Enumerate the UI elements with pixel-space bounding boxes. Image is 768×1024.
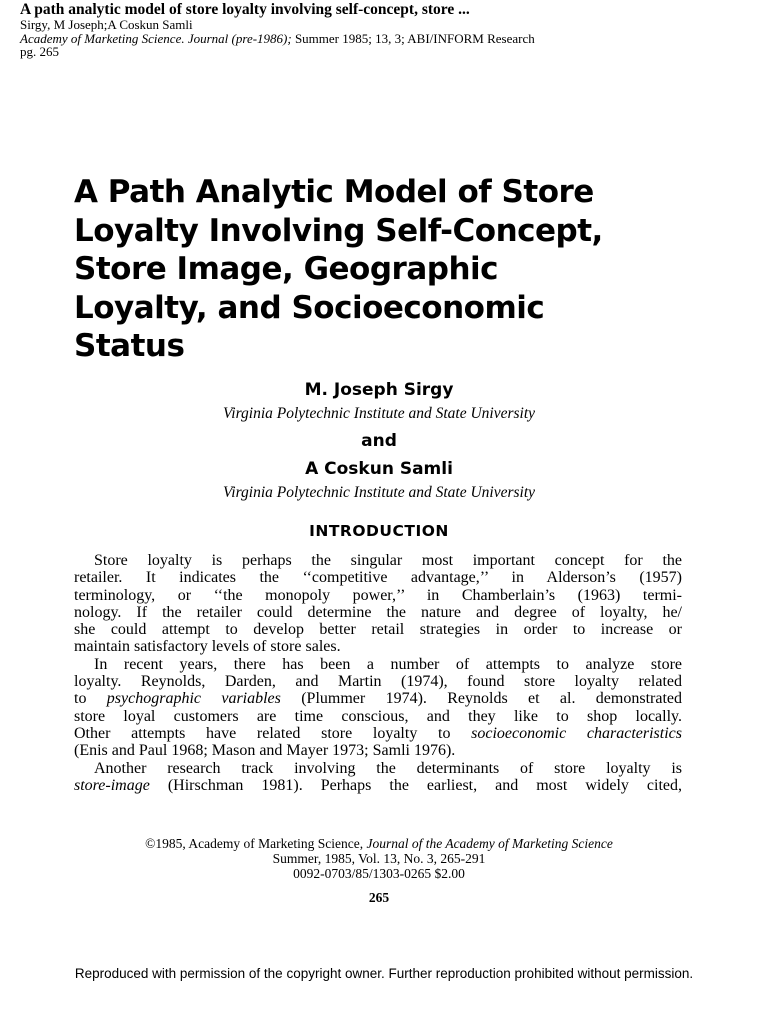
body-emphasis: store-image bbox=[74, 776, 150, 794]
body-line: terminology, or ‘‘the monopoly power,’’ in Chamberlain’s (1963) termi- bbox=[74, 586, 682, 604]
body-line: loyalty. Reynolds, Darden, and Martin (1974), found store loyalty related bbox=[74, 673, 682, 691]
body-emphasis: psychographic variables bbox=[106, 690, 281, 708]
copyright-prefix: ©1985, Academy of Marketing Science, bbox=[145, 836, 367, 851]
citation-authors: Sirgy, M Joseph;A Coskun Samli bbox=[20, 17, 193, 32]
body-text: (Hirschman 1981). Perhaps the earliest, and most widely cited, bbox=[149, 776, 682, 794]
citation-page: pg. 265 bbox=[20, 44, 59, 59]
article-body bbox=[74, 552, 682, 794]
affiliation-2: Virginia Polytechnic Institute and State University bbox=[222, 484, 536, 501]
body-line: maintain satisfactory levels of store sales. bbox=[74, 638, 341, 656]
page-number: 265 bbox=[368, 890, 390, 905]
body-text: (Plummer 1974). Reynolds et al. demonstrated bbox=[280, 690, 682, 708]
citation-title[interactable]: A path analytic model of store loyalty involving self-concept, store ... bbox=[20, 1, 470, 18]
citation-journal bbox=[20, 32, 750, 46]
author-2: A Coskun Samli bbox=[305, 459, 453, 479]
copyright-line bbox=[74, 836, 684, 852]
body-line bbox=[74, 725, 682, 742]
body-line: In recent years, there has been a number of attempts to analyze store bbox=[94, 655, 682, 673]
article-title-line: Loyalty Involving Self-Concept, bbox=[74, 212, 603, 249]
article-title-line: Store Image, Geographic bbox=[74, 251, 499, 287]
copyright-journal: Journal of the Academy of Marketing Science bbox=[366, 836, 613, 851]
body-line: (Enis and Paul 1968; Mason and Mayer 1973; Samli 1976). bbox=[74, 742, 456, 760]
section-heading: INTRODUCTION bbox=[309, 522, 449, 540]
author-conjunction: and bbox=[361, 431, 397, 451]
citation-header bbox=[20, 0, 750, 59]
article-title-line: Status bbox=[74, 328, 185, 364]
citation-journal-details: Summer 1985; 13, 3; ABI/INFORM Research bbox=[291, 30, 535, 46]
citation-journal-name: Academy of Marketing Science. Journal (pre-1986); bbox=[20, 30, 292, 46]
body-line: she could attempt to develop better retail strategies in order to increase or bbox=[74, 621, 682, 639]
body-line: retailer. It indicates the ‘‘competitive advantage,’’ in Alderson’s (1957) bbox=[74, 569, 682, 587]
body-line: Store loyalty is perhaps the singular most important concept for the bbox=[94, 552, 682, 569]
article-title-line: A Path Analytic Model of Store bbox=[74, 174, 594, 210]
issue-line: Summer, 1985, Vol. 13, No. 3, 265-291 bbox=[272, 851, 486, 866]
body-text: to bbox=[74, 690, 107, 708]
body-line: nology. If the retailer could determine the nature and degree of loyalty, he/ bbox=[74, 603, 682, 621]
code-line: 0092-0703/85/1303-0265 $2.00 bbox=[293, 866, 465, 881]
body-line bbox=[74, 690, 682, 707]
reproduction-notice: Reproduced with permission of the copyright owner. Further reproduction prohibited without permission. bbox=[74, 966, 694, 981]
article-title bbox=[74, 173, 714, 366]
body-line: store loyal customers are time conscious, and they like to shop locally. bbox=[74, 707, 682, 725]
body-text: Other attempts have related store loyalty to bbox=[74, 724, 472, 742]
body-emphasis: socioeconomic characteristics bbox=[471, 724, 682, 742]
author-1: M. Joseph Sirgy bbox=[304, 380, 454, 400]
body-line: Another research track involving the determinants of store loyalty is bbox=[94, 759, 682, 777]
body-line bbox=[74, 777, 682, 794]
article-title-line: Loyalty, and Socioeconomic bbox=[74, 289, 545, 326]
affiliation-1: Virginia Polytechnic Institute and State University bbox=[222, 405, 536, 422]
